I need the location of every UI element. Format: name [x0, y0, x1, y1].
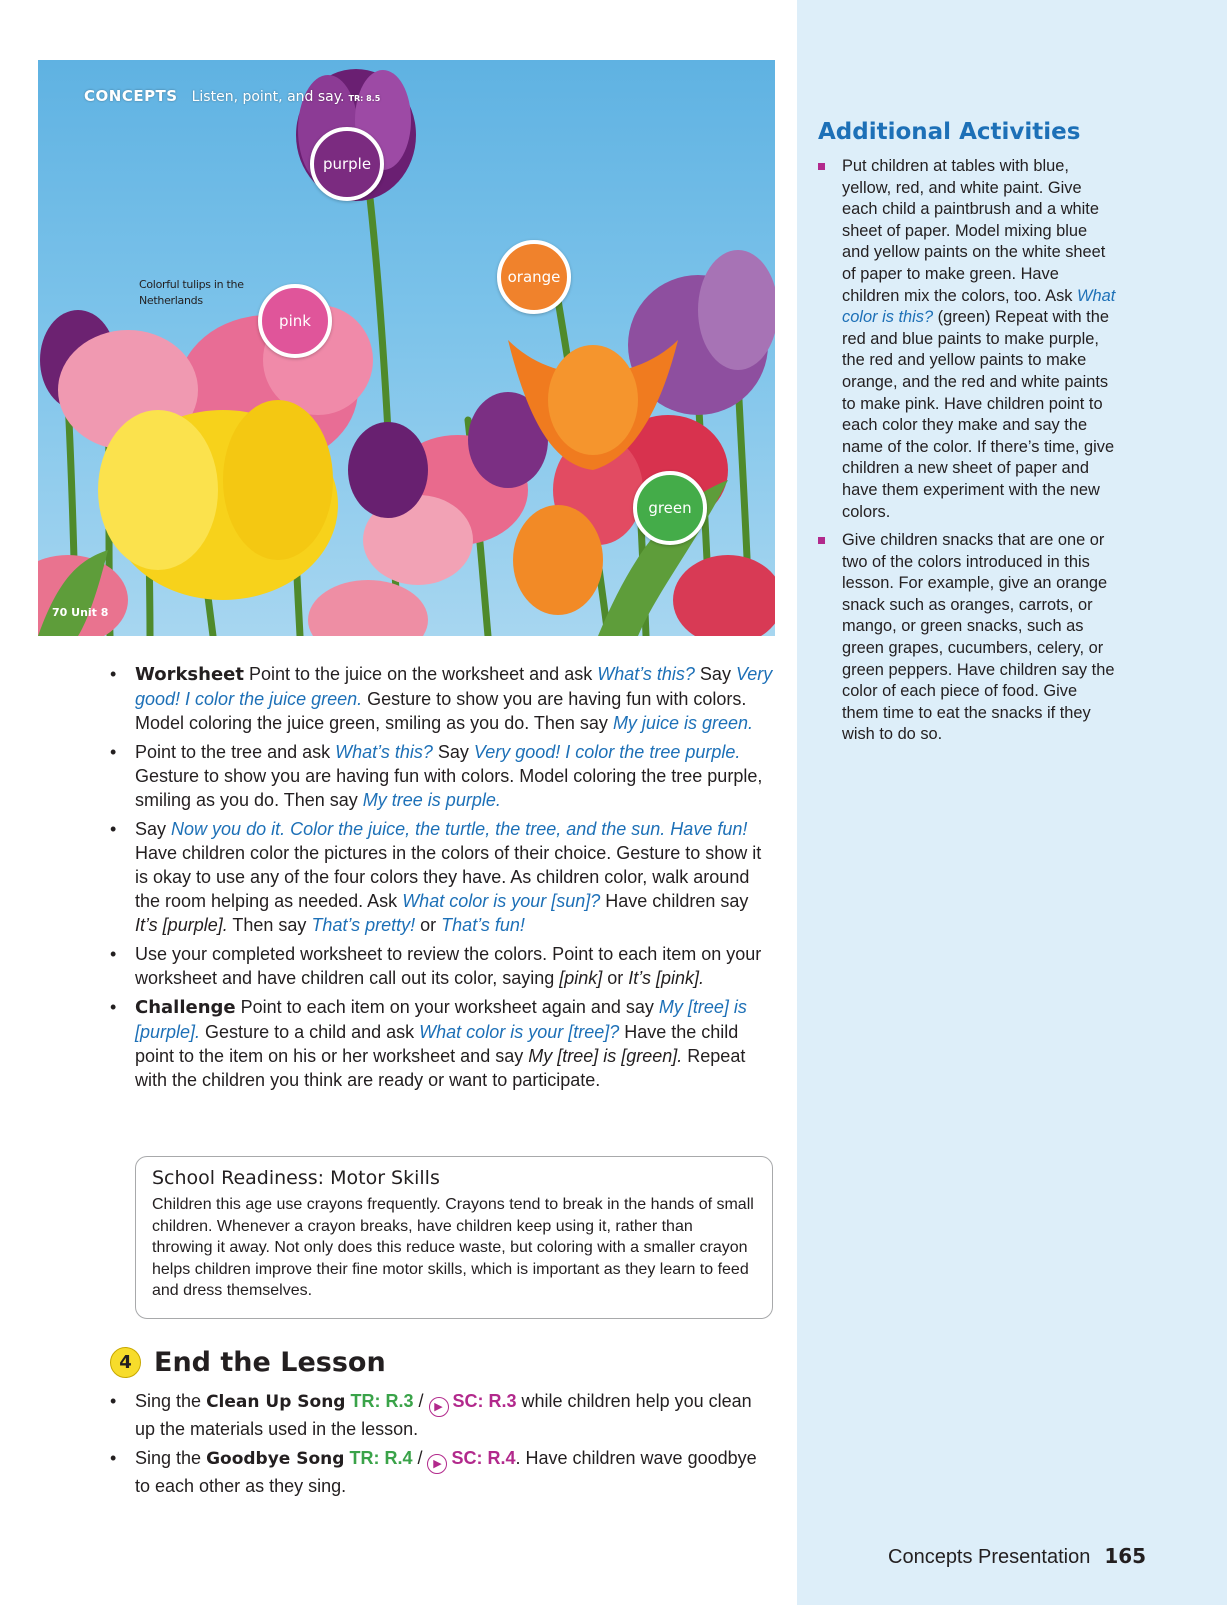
track-link[interactable]: TR: R.3: [350, 1391, 414, 1411]
tulip-photo: [38, 60, 775, 636]
readiness-title: School Readiness: Motor Skills: [152, 1167, 440, 1189]
play-icon[interactable]: ▶: [427, 1454, 447, 1474]
yellow-tulip: [98, 400, 338, 600]
additional-activities-list: [816, 156, 1116, 753]
end-lesson-list: [110, 1389, 775, 1503]
concepts-instruction: Listen, point, and say.: [191, 89, 345, 105]
song-card-link[interactable]: SC: R.4: [451, 1448, 516, 1468]
page-footer: [888, 1544, 1146, 1569]
list-item-goodbye-song: • Sing the Goodbye Song TR: R.4 / ▶ SC: R.4. Have children wave goodbye to each other as they sing.: [110, 1446, 775, 1498]
list-item-challenge: • Challenge Point to each item on your worksheet again and say My [tree] is [purple]. Gesture to a child and ask What color is your [tree]? Have the child point to the item on his or her worksheet and say My [tree] is [green]. Repeat with the children you think are ready or want to participate.: [110, 995, 775, 1092]
purple-bubble: purple: [310, 127, 384, 201]
list-item-review: • Use your completed worksheet to review the colors. Point to each item on your worksheet and have children call out its color, saying [pink] or It’s [pink].: [110, 942, 775, 990]
list-item-worksheet: • Worksheet Point to the juice on the worksheet and ask What’s this? Say Very good! I color the juice green. Gesture to show you are having fun with colors. Model coloring the juice green, smiling as you do. Then say My juice is green.: [110, 662, 775, 735]
list-item-snacks: Give children snacks that are one or two of the colors introduced in this lesson. For example, give an orange snack such as oranges, carrots, or mango, or green snacks, such as green grapes, cucumbers, celery, or green peppers. Have children say the color of each piece of food. Give them time to eat the snacks if they wish to do so.: [816, 530, 1116, 746]
unit-label: 70 Unit 8: [52, 606, 109, 619]
pink-bubble: pink: [258, 284, 332, 358]
photo-caption: Colorful tulips in the Netherlands: [139, 278, 244, 307]
green-bubble: green: [633, 471, 707, 545]
step-title: End the Lesson: [154, 1347, 386, 1378]
activity-list: [110, 662, 775, 1097]
play-icon[interactable]: ▶: [429, 1397, 449, 1417]
orange-bubble: orange: [497, 240, 571, 314]
school-readiness-box: [135, 1156, 773, 1319]
list-item-clean-up-song: • Sing the Clean Up Song TR: R.3 / ▶ SC: R.3 while children help you clean up the materials used in the lesson.: [110, 1389, 775, 1441]
list-item-now-you-do-it: • Say Now you do it. Color the juice, the turtle, the tree, and the sun. Have fun! Have children color the pictures in the colors of their choice. Gesture to show it is okay to use any of the four colors they have. As children color, walk around the room helping as needed. Ask What color is your [sun]? Have children say It’s [purple]. Then say That’s pretty! or That’s fun!: [110, 817, 775, 937]
song-card-link[interactable]: SC: R.3: [452, 1391, 517, 1411]
step-number-badge: 4: [110, 1347, 141, 1378]
page-number: 165: [1104, 1544, 1147, 1568]
concepts-heading: [84, 86, 380, 105]
readiness-body: Children this age use crayons frequently. Crayons tend to break in the hands of small children. Whenever a crayon breaks, have children keep using it, rather than throwing it away. Not only does this reduce waste, but coloring with a smaller crayon helps children improve their fine motor skills, which is important as they learn to feed and dress themselves.: [152, 1196, 754, 1299]
section-name: Concepts Presentation: [888, 1546, 1091, 1568]
additional-activities-title: Additional Activities: [818, 119, 1081, 145]
list-item-paint-mixing: Put children at tables with blue, yellow, red, and white paint. Give each child a paintbrush and a white sheet of paper. Model mixing blue and yellow paints on the white sheet of paper to make green. Have children mix the colors, too. Ask What color is this? (green) Repeat with the red and blue paints to make purple, the red and yellow paints to make orange, and the red and white paints to make pink. Have children point to each color they make and say the name of the color. If there’s time, give children a new sheet of paper and have them experiment with the new colors.: [816, 156, 1116, 523]
concepts-label: CONCEPTS: [84, 87, 178, 105]
tulip-illustration: [38, 60, 775, 636]
end-lesson-heading: [110, 1347, 386, 1378]
track-label: TR: 8.5: [348, 94, 381, 103]
track-link[interactable]: TR: R.4: [349, 1448, 413, 1468]
list-item-tree: • Point to the tree and ask What’s this? Say Very good! I color the tree purple. Gesture to show you are having fun with colors. Model coloring the tree purple, smiling as you do. Then say My tree is purple.: [110, 740, 775, 812]
